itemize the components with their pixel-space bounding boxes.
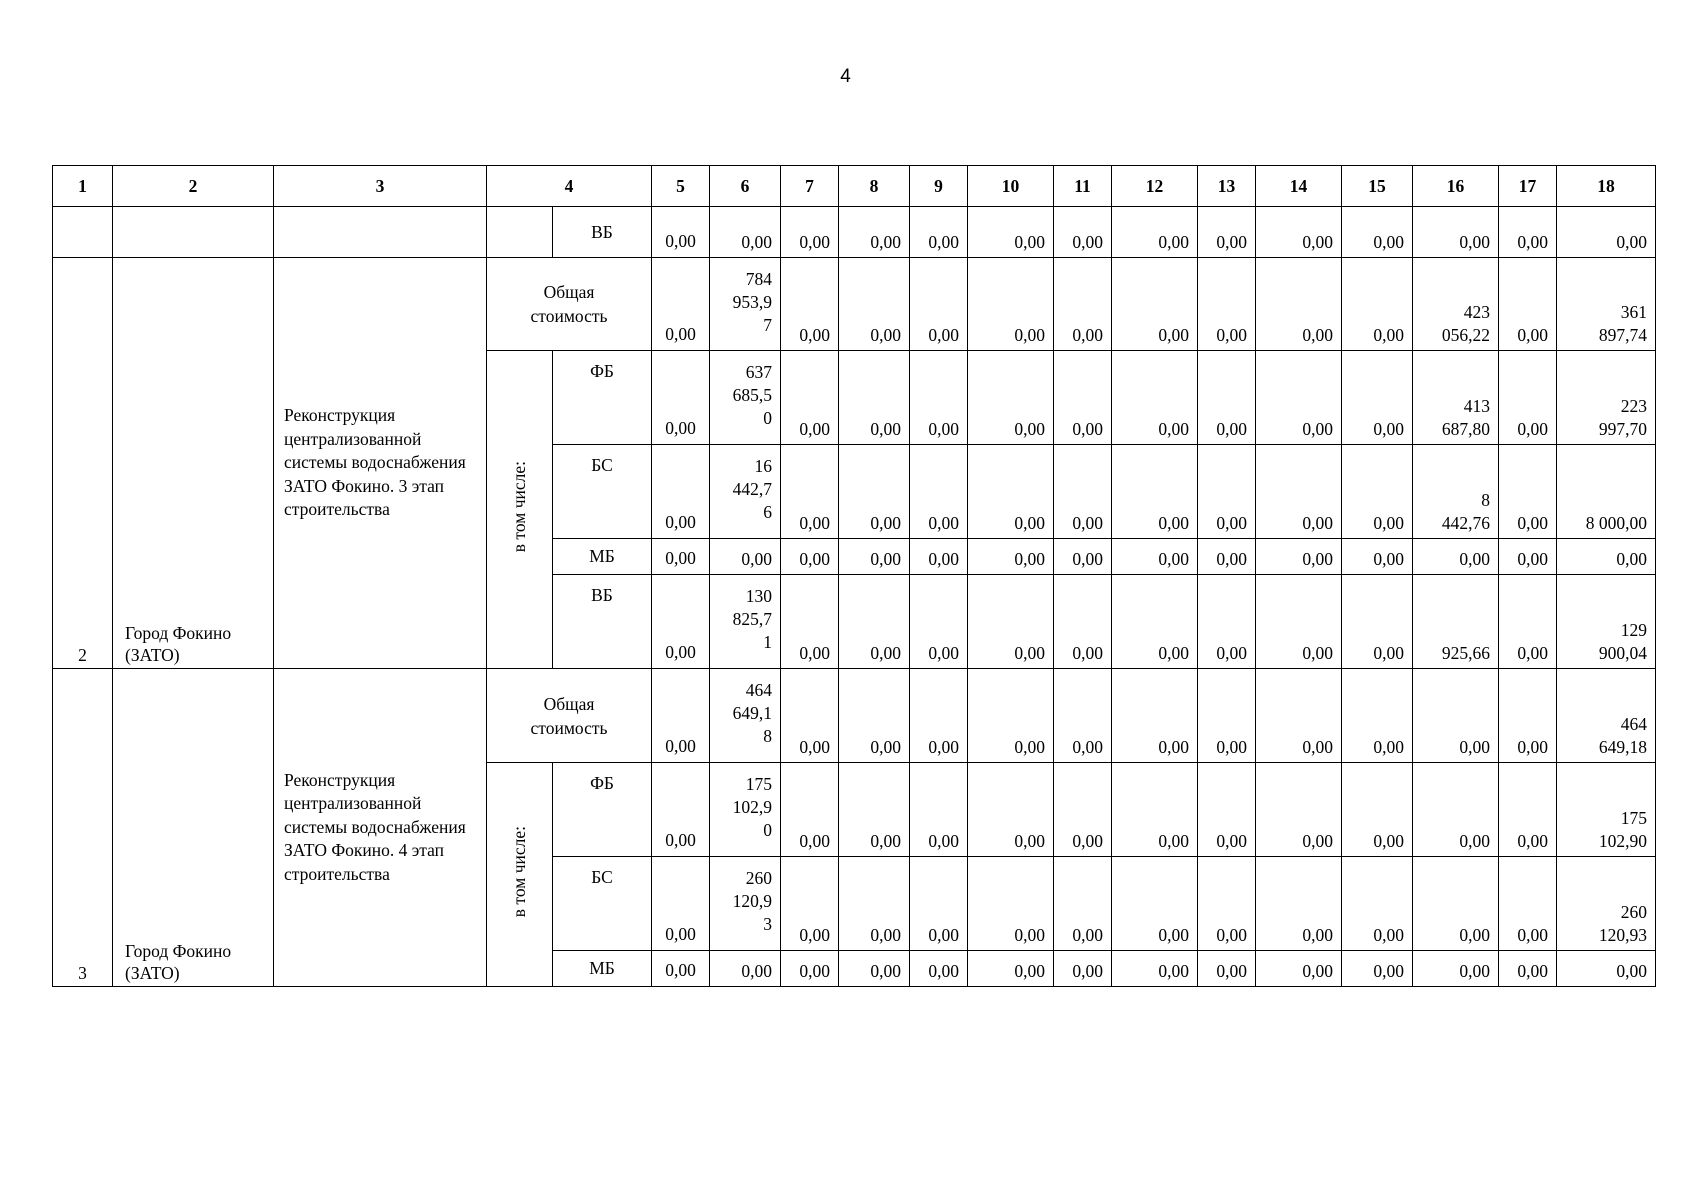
value-cell-col-7: 0,00 — [781, 207, 839, 258]
object-description: Реконструкция централизованной системы водоснабжения ЗАТО Фокино. 3 этап строительства — [274, 258, 487, 669]
value-cell-col-17: 0,00 — [1499, 351, 1557, 445]
fund-label: МБ — [553, 951, 652, 987]
value-cell-col-9: 0,00 — [910, 539, 968, 575]
value-cell-col-10: 0,00 — [968, 857, 1054, 951]
value-cell-col-17: 0,00 — [1499, 539, 1557, 575]
including-text: в том числе: — [509, 826, 529, 918]
value-cell-col-13: 0,00 — [1198, 207, 1256, 258]
column-header-8: 8 — [839, 166, 910, 207]
value-cell-col-18: 0,00 — [1557, 207, 1656, 258]
value-cell-col-10: 0,00 — [968, 207, 1054, 258]
including-label — [487, 763, 553, 987]
total-cost-label: Общая стоимость — [487, 669, 652, 763]
value-cell-col-7: 0,00 — [781, 445, 839, 539]
value-cell-col-14: 0,00 — [1256, 763, 1342, 857]
value-cell-col-13: 0,00 — [1198, 351, 1256, 445]
value-cell-col-9: 0,00 — [910, 445, 968, 539]
value-cell-col-10: 0,00 — [968, 258, 1054, 351]
value-cell-col-11: 0,00 — [1054, 669, 1112, 763]
value-cell-col-5: 0,00 — [652, 539, 710, 575]
value-cell-col-8: 0,00 — [839, 207, 910, 258]
value-cell-col-8: 0,00 — [839, 539, 910, 575]
value-cell-col-11: 0,00 — [1054, 207, 1112, 258]
value-cell-col-10: 0,00 — [968, 763, 1054, 857]
value-cell-col-12: 0,00 — [1112, 857, 1198, 951]
value-cell-col-17: 0,00 — [1499, 445, 1557, 539]
value-cell-col-18: 464 649,18 — [1557, 669, 1656, 763]
continuation-row — [53, 207, 1656, 258]
value-cell-col-13: 0,00 — [1198, 669, 1256, 763]
value-cell-col-6: 0,00 — [710, 539, 781, 575]
row-index: 3 — [53, 669, 113, 987]
value-cell-col-14: 0,00 — [1256, 445, 1342, 539]
value-cell-col-16: 413 687,80 — [1413, 351, 1499, 445]
value-cell-col-10: 0,00 — [968, 575, 1054, 669]
value-cell-col-7: 0,00 — [781, 669, 839, 763]
value-cell-col-14: 0,00 — [1256, 669, 1342, 763]
value-cell-col-6: 130 825,7 1 — [710, 575, 781, 669]
value-cell-col-8: 0,00 — [839, 575, 910, 669]
value-cell-col-5: 0,00 — [652, 207, 710, 258]
value-cell-col-8: 0,00 — [839, 763, 910, 857]
value-cell-col-10: 0,00 — [968, 669, 1054, 763]
value-cell-col-8: 0,00 — [839, 258, 910, 351]
value-cell-col-16: 0,00 — [1413, 951, 1499, 987]
column-header-14: 14 — [1256, 166, 1342, 207]
fund-label: ВБ — [553, 575, 652, 669]
value-cell-col-5: 0,00 — [652, 575, 710, 669]
value-cell-col-18: 223 997,70 — [1557, 351, 1656, 445]
value-cell-col-18: 8 000,00 — [1557, 445, 1656, 539]
value-cell-col-17: 0,00 — [1499, 857, 1557, 951]
column-header-11: 11 — [1054, 166, 1112, 207]
value-cell-col-13: 0,00 — [1198, 445, 1256, 539]
value-cell-col-16: 423 056,22 — [1413, 258, 1499, 351]
value-cell-col-15: 0,00 — [1342, 763, 1413, 857]
value-cell-col-16: 0,00 — [1413, 669, 1499, 763]
value-cell-col-6: 784 953,9 7 — [710, 258, 781, 351]
value-cell-col-7: 0,00 — [781, 951, 839, 987]
value-cell-col-8: 0,00 — [839, 445, 910, 539]
value-cell-col-16: 0,00 — [1413, 857, 1499, 951]
value-cell-col-15: 0,00 — [1342, 951, 1413, 987]
object-description: Реконструкция централизованной системы водоснабжения ЗАТО Фокино. 4 этап строительства — [274, 669, 487, 987]
value-cell-col-11: 0,00 — [1054, 539, 1112, 575]
row2-line-0 — [53, 258, 1656, 351]
value-cell-col-14: 0,00 — [1256, 575, 1342, 669]
value-cell-col-18: 0,00 — [1557, 951, 1656, 987]
value-cell-col-11: 0,00 — [1054, 445, 1112, 539]
value-cell-col-13: 0,00 — [1198, 763, 1256, 857]
value-cell-col-13: 0,00 — [1198, 857, 1256, 951]
including-text: в том числе: — [509, 461, 529, 553]
value-cell-col-9: 0,00 — [910, 669, 968, 763]
value-cell-col-12: 0,00 — [1112, 258, 1198, 351]
value-cell-col-8: 0,00 — [839, 351, 910, 445]
value-cell-col-6: 464 649,1 8 — [710, 669, 781, 763]
budget-table — [52, 165, 1656, 987]
value-cell-col-17: 0,00 — [1499, 575, 1557, 669]
value-cell-col-13: 0,00 — [1198, 258, 1256, 351]
fund-label: ФБ — [553, 351, 652, 445]
column-header-15: 15 — [1342, 166, 1413, 207]
page-number: 4 — [840, 66, 851, 87]
value-cell-col-14: 0,00 — [1256, 951, 1342, 987]
value-cell-col-11: 0,00 — [1054, 258, 1112, 351]
value-cell-col-14: 0,00 — [1256, 207, 1342, 258]
row3-line-0 — [53, 669, 1656, 763]
empty-cell — [113, 207, 274, 258]
value-cell-col-6: 637 685,5 0 — [710, 351, 781, 445]
value-cell-col-17: 0,00 — [1499, 669, 1557, 763]
value-cell-col-7: 0,00 — [781, 857, 839, 951]
value-cell-col-11: 0,00 — [1054, 857, 1112, 951]
value-cell-col-16: 925,66 — [1413, 575, 1499, 669]
fund-label: МБ — [553, 539, 652, 575]
value-cell-col-7: 0,00 — [781, 258, 839, 351]
including-label — [487, 351, 553, 669]
value-cell-col-13: 0,00 — [1198, 539, 1256, 575]
value-cell-col-16: 0,00 — [1413, 763, 1499, 857]
value-cell-col-10: 0,00 — [968, 951, 1054, 987]
empty-cell — [274, 207, 487, 258]
header-row — [53, 166, 1656, 207]
value-cell-col-5: 0,00 — [652, 763, 710, 857]
row-index: 2 — [53, 258, 113, 669]
value-cell-col-16: 0,00 — [1413, 207, 1499, 258]
value-cell-col-18: 260 120,93 — [1557, 857, 1656, 951]
value-cell-col-10: 0,00 — [968, 445, 1054, 539]
value-cell-col-7: 0,00 — [781, 351, 839, 445]
column-header-18: 18 — [1557, 166, 1656, 207]
value-cell-col-16: 8 442,76 — [1413, 445, 1499, 539]
empty-cell — [53, 207, 113, 258]
value-cell-col-12: 0,00 — [1112, 351, 1198, 445]
value-cell-col-12: 0,00 — [1112, 575, 1198, 669]
column-header-10: 10 — [968, 166, 1054, 207]
value-cell-col-6: 175 102,9 0 — [710, 763, 781, 857]
value-cell-col-15: 0,00 — [1342, 539, 1413, 575]
value-cell-col-9: 0,00 — [910, 763, 968, 857]
value-cell-col-15: 0,00 — [1342, 445, 1413, 539]
value-cell-col-14: 0,00 — [1256, 857, 1342, 951]
fund-label: ВБ — [553, 207, 652, 258]
value-cell-col-15: 0,00 — [1342, 669, 1413, 763]
value-cell-col-11: 0,00 — [1054, 951, 1112, 987]
value-cell-col-5: 0,00 — [652, 951, 710, 987]
value-cell-col-10: 0,00 — [968, 539, 1054, 575]
value-cell-col-12: 0,00 — [1112, 951, 1198, 987]
value-cell-col-15: 0,00 — [1342, 857, 1413, 951]
column-header-5: 5 — [652, 166, 710, 207]
value-cell-col-17: 0,00 — [1499, 951, 1557, 987]
value-cell-col-6: 0,00 — [710, 207, 781, 258]
value-cell-col-5: 0,00 — [652, 351, 710, 445]
value-cell-col-14: 0,00 — [1256, 258, 1342, 351]
column-header-7: 7 — [781, 166, 839, 207]
column-header-12: 12 — [1112, 166, 1198, 207]
value-cell-col-18: 0,00 — [1557, 539, 1656, 575]
value-cell-col-12: 0,00 — [1112, 763, 1198, 857]
value-cell-col-15: 0,00 — [1342, 207, 1413, 258]
value-cell-col-12: 0,00 — [1112, 669, 1198, 763]
value-cell-col-14: 0,00 — [1256, 351, 1342, 445]
column-header-3: 3 — [274, 166, 487, 207]
value-cell-col-17: 0,00 — [1499, 763, 1557, 857]
value-cell-col-5: 0,00 — [652, 669, 710, 763]
value-cell-col-15: 0,00 — [1342, 351, 1413, 445]
value-cell-col-9: 0,00 — [910, 258, 968, 351]
value-cell-col-7: 0,00 — [781, 575, 839, 669]
municipality-name: Город Фокино (ЗАТО) — [113, 258, 274, 669]
value-cell-col-9: 0,00 — [910, 575, 968, 669]
value-cell-col-17: 0,00 — [1499, 207, 1557, 258]
value-cell-col-15: 0,00 — [1342, 575, 1413, 669]
value-cell-col-6: 0,00 — [710, 951, 781, 987]
value-cell-col-12: 0,00 — [1112, 539, 1198, 575]
column-header-9: 9 — [910, 166, 968, 207]
value-cell-col-10: 0,00 — [968, 351, 1054, 445]
empty-cell — [487, 207, 553, 258]
value-cell-col-11: 0,00 — [1054, 575, 1112, 669]
column-header-1: 1 — [53, 166, 113, 207]
value-cell-col-8: 0,00 — [839, 669, 910, 763]
municipality-name: Город Фокино (ЗАТО) — [113, 669, 274, 987]
value-cell-col-9: 0,00 — [910, 351, 968, 445]
value-cell-col-6: 16 442,7 6 — [710, 445, 781, 539]
value-cell-col-17: 0,00 — [1499, 258, 1557, 351]
value-cell-col-5: 0,00 — [652, 258, 710, 351]
column-header-4: 4 — [487, 166, 652, 207]
value-cell-col-8: 0,00 — [839, 951, 910, 987]
value-cell-col-14: 0,00 — [1256, 539, 1342, 575]
value-cell-col-8: 0,00 — [839, 857, 910, 951]
column-header-16: 16 — [1413, 166, 1499, 207]
value-cell-col-5: 0,00 — [652, 857, 710, 951]
fund-label: БС — [553, 445, 652, 539]
value-cell-col-16: 0,00 — [1413, 539, 1499, 575]
value-cell-col-18: 129 900,04 — [1557, 575, 1656, 669]
value-cell-col-18: 175 102,90 — [1557, 763, 1656, 857]
fund-label: БС — [553, 857, 652, 951]
value-cell-col-9: 0,00 — [910, 951, 968, 987]
value-cell-col-11: 0,00 — [1054, 351, 1112, 445]
total-cost-label: Общая стоимость — [487, 258, 652, 351]
value-cell-col-12: 0,00 — [1112, 207, 1198, 258]
value-cell-col-7: 0,00 — [781, 539, 839, 575]
value-cell-col-13: 0,00 — [1198, 575, 1256, 669]
value-cell-col-12: 0,00 — [1112, 445, 1198, 539]
value-cell-col-7: 0,00 — [781, 763, 839, 857]
value-cell-col-15: 0,00 — [1342, 258, 1413, 351]
column-header-17: 17 — [1499, 166, 1557, 207]
value-cell-col-11: 0,00 — [1054, 763, 1112, 857]
value-cell-col-9: 0,00 — [910, 857, 968, 951]
value-cell-col-6: 260 120,9 3 — [710, 857, 781, 951]
column-header-2: 2 — [113, 166, 274, 207]
column-header-6: 6 — [710, 166, 781, 207]
value-cell-col-18: 361 897,74 — [1557, 258, 1656, 351]
fund-label: ФБ — [553, 763, 652, 857]
value-cell-col-13: 0,00 — [1198, 951, 1256, 987]
column-header-13: 13 — [1198, 166, 1256, 207]
value-cell-col-9: 0,00 — [910, 207, 968, 258]
value-cell-col-5: 0,00 — [652, 445, 710, 539]
